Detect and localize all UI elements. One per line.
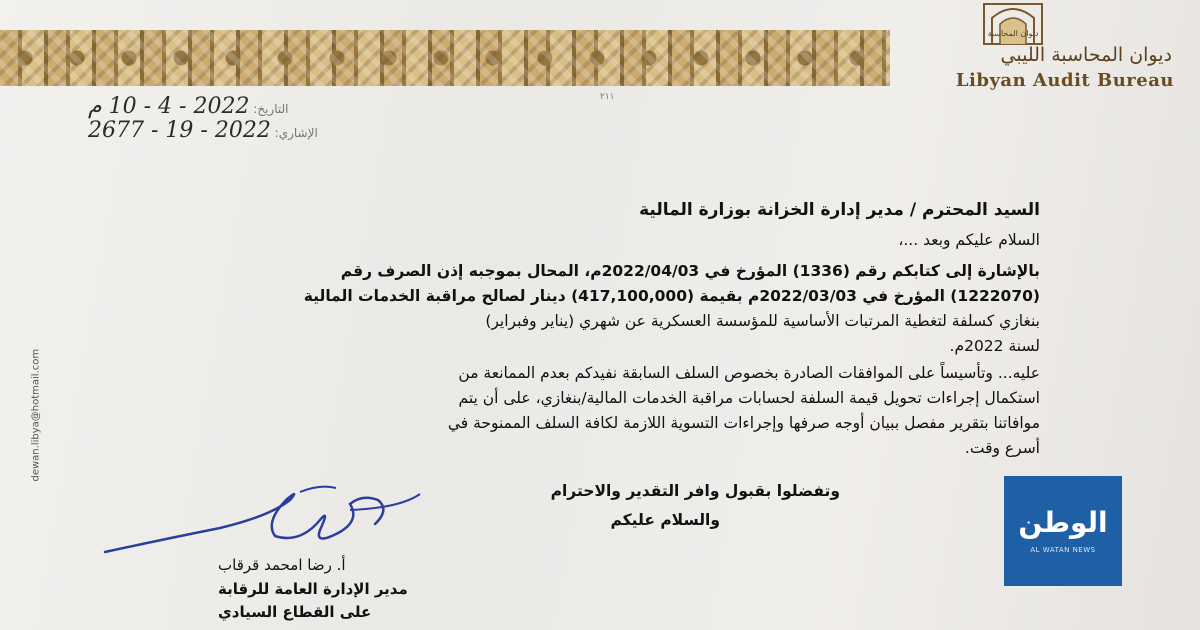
- signatory-title-line-1: مدير الإدارة العامة للرقابة: [218, 580, 408, 598]
- para1-line-3: بنغازي كسلفة لتغطية المرتبات الأساسية للمؤسسة العسكرية عن شهري (يناير وفبراير): [485, 312, 1040, 330]
- org-name-arabic: ديوان المحاسبة الليبي: [1000, 44, 1172, 66]
- para2-line-4: أسرع وقت.: [964, 439, 1040, 457]
- para2-line-1: عليه... وتأسيساً على الموافقات الصادرة بخصوص السلف السابقة نفيدكم بعدم الممانعة من: [458, 364, 1040, 382]
- logo-subtext: AL WATAN NEWS: [1030, 546, 1096, 554]
- addressee: السيد المحترم / مدير إدارة الخزانة بوزارة المالية: [639, 200, 1040, 220]
- para1-line-2: (1222070) المؤرخ في 2022/03/03م بقيمة (417,100,000) دينار لصالح مراقبة الخدمات المالية: [303, 287, 1040, 305]
- signature-icon: [100, 480, 440, 560]
- side-text: dewan.libya@hotmail.com: [30, 348, 42, 482]
- alwatan-logo: [1004, 476, 1122, 586]
- para2-line-3: موافاتنا بتقرير مفصل ببيان أوجه صرفها وإجراءات التسوية اللازمة لكافة السلف الممنوحة في: [447, 414, 1040, 432]
- logo-text: الوطن: [1018, 506, 1108, 539]
- side-text-wrapper: [26, 316, 46, 496]
- closing-line: وتفضلوا بقبول وافر التقدير والاحترام: [550, 482, 840, 500]
- date-value: 2022 - 4 - 10 م: [88, 94, 250, 119]
- greeting: السلام عليكم وبعد ...،: [898, 231, 1040, 249]
- signatory-name: أ. رضا امحمد قرقاب: [218, 556, 346, 574]
- para1-line-1: بالإشارة إلى كتابكم رقم (1336) المؤرخ في 2022/04/03م، المحال بموجبه إذن الصرف رقم: [340, 262, 1040, 280]
- para2-line-2: استكمال إجراءات تحويل قيمة السلفة لحسابات مراقبة الخدمات المالية/بنغازي، على أن يتم: [458, 389, 1040, 407]
- para1-line-4: لسنة 2022م.: [949, 337, 1040, 355]
- date-row: [80, 94, 289, 119]
- page-marker: ٢١١: [600, 92, 615, 102]
- signatory-title-line-2: على القطاع السيادي: [218, 603, 372, 621]
- bureau-emblem-icon: [978, 0, 1048, 48]
- date-label: التاريخ:: [253, 102, 289, 116]
- reference-value: 2022 - 19 - 2677: [88, 118, 271, 143]
- ornamental-border: [0, 30, 890, 86]
- org-name-english: Libyan Audit Bureau: [955, 70, 1174, 91]
- reference-label: الإشاري:: [274, 126, 318, 140]
- emblem-text: ديوان المحاسبة: [987, 29, 1039, 38]
- salutation-line: والسلام عليكم: [610, 511, 720, 529]
- reference-row: [80, 118, 318, 143]
